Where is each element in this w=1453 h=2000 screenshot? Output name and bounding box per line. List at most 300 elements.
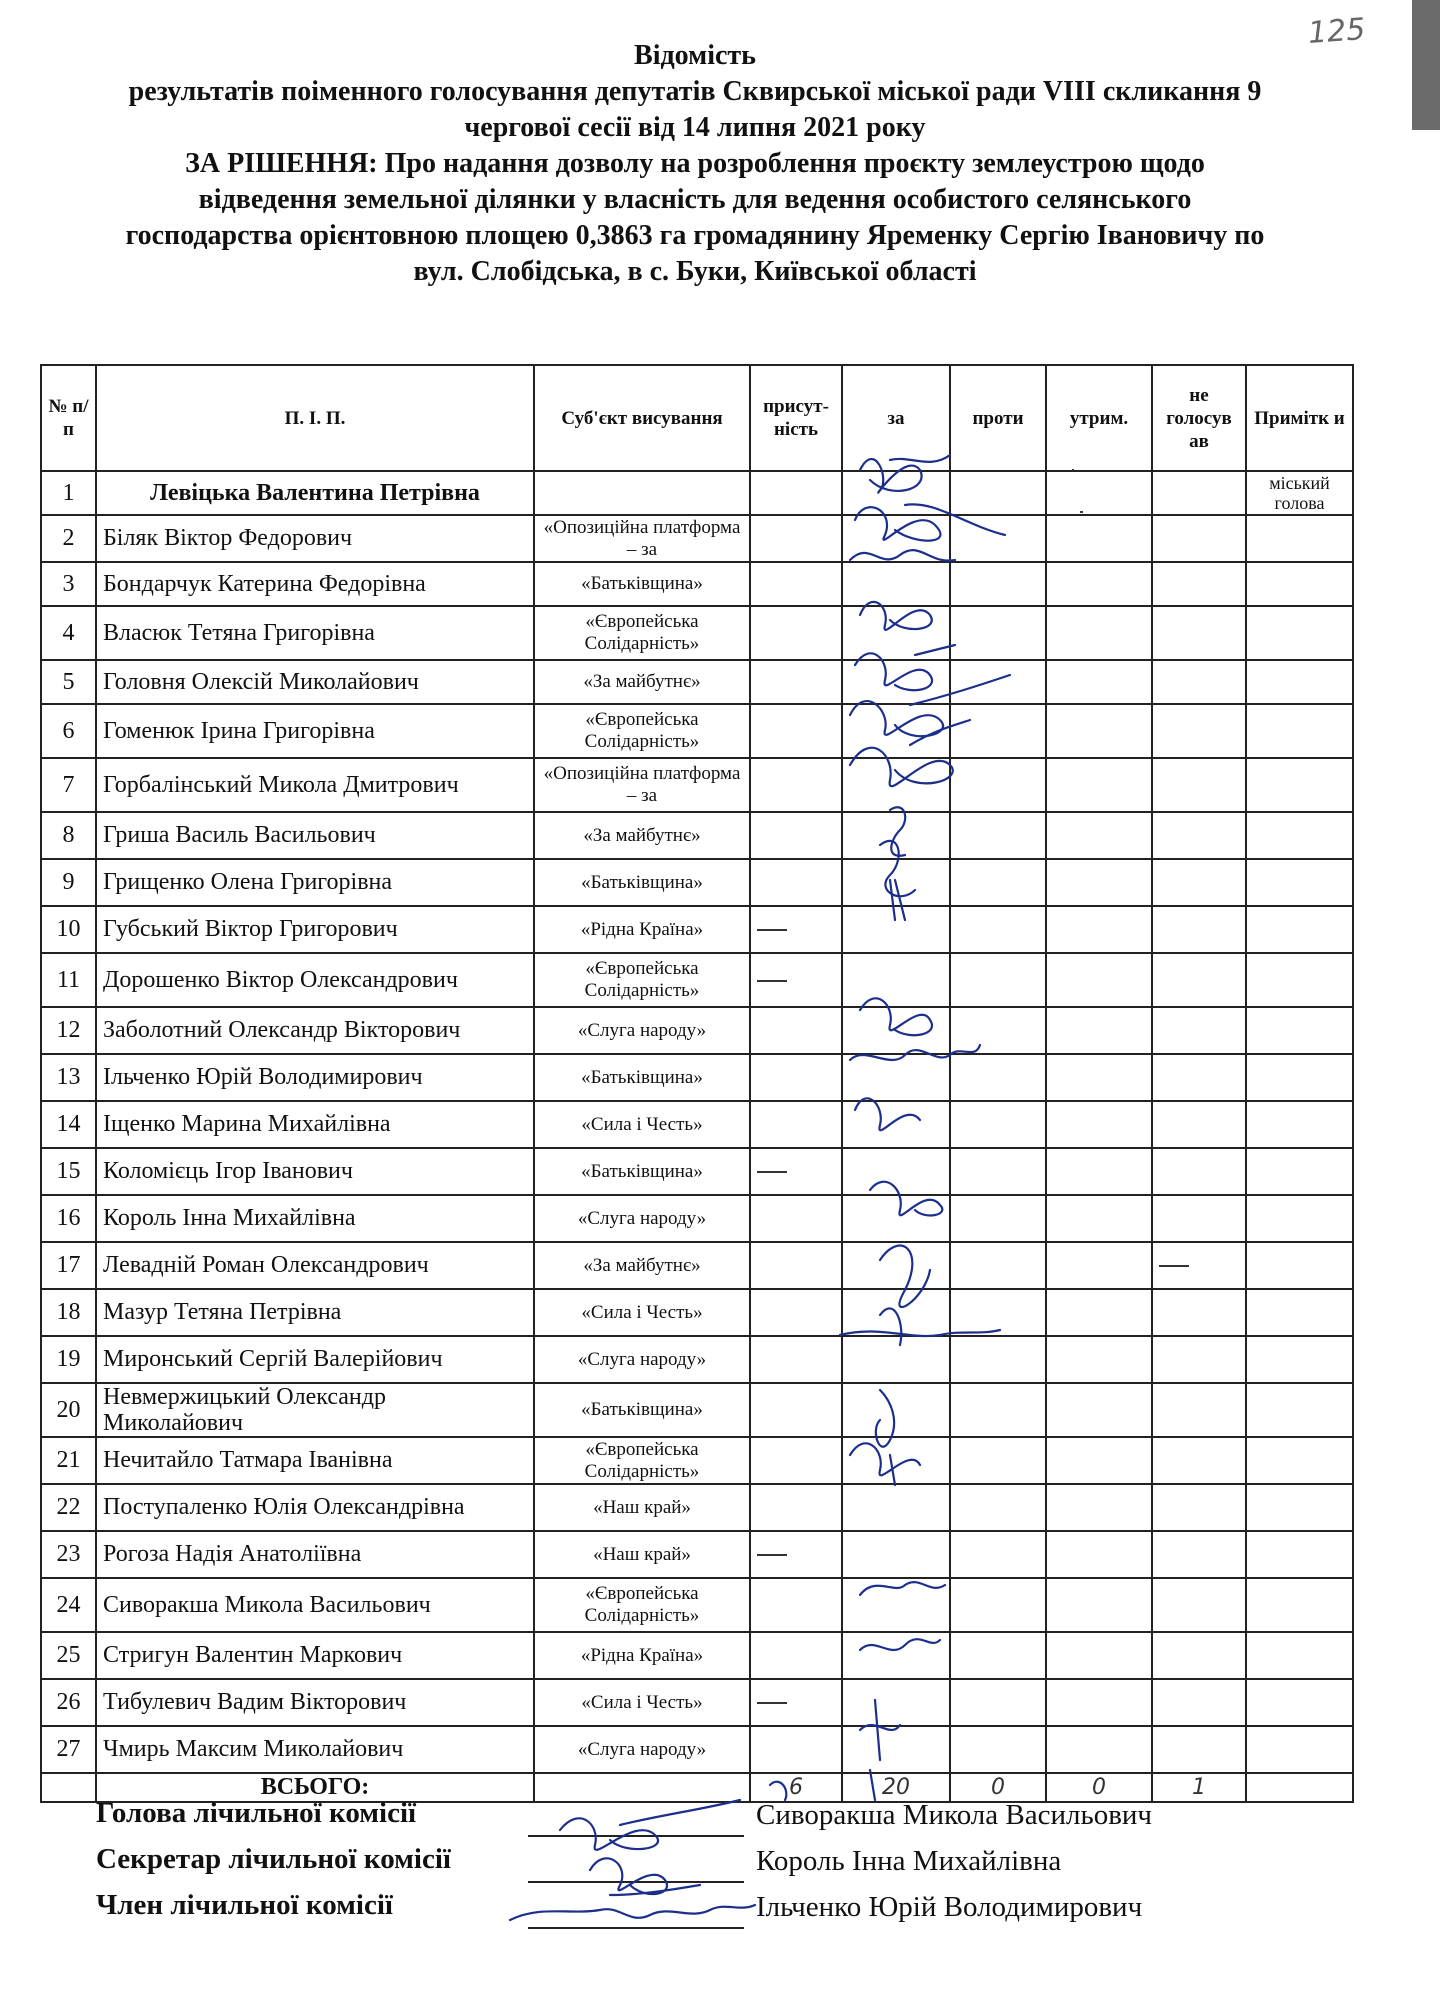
column-header-for: за — [842, 365, 950, 471]
table-row — [41, 859, 1353, 906]
row-number: 12 — [41, 1007, 96, 1054]
scan-edge — [1412, 0, 1440, 130]
abstain-cell — [1046, 953, 1152, 1007]
note-cell — [1246, 704, 1353, 758]
deputy-name: Рогоза Надія Анатоліївна — [96, 1531, 534, 1578]
for-cell — [842, 906, 950, 953]
against-cell — [950, 704, 1046, 758]
row-number: 27 — [41, 1726, 96, 1773]
abstain-cell — [1046, 812, 1152, 859]
for-cell — [842, 1679, 950, 1726]
not-voted-cell — [1152, 1007, 1246, 1054]
not-voted-cell — [1152, 1531, 1246, 1578]
presence-cell — [750, 606, 842, 660]
deputy-name: Поступаленко Юлія Олександрівна — [96, 1484, 534, 1531]
party-name: «Батьківщина» — [534, 1383, 750, 1437]
deputy-name: Біляк Віктор Федорович — [96, 515, 534, 562]
decision-line: відведення земельної ділянки у власність для ведення особистого селянського — [198, 184, 1192, 215]
table-row — [41, 562, 1353, 606]
abstain-cell — [1046, 1242, 1152, 1289]
column-header-against: проти — [950, 365, 1046, 471]
commission-secretary-role: Секретар лічильної комісії — [96, 1843, 451, 1875]
not-voted-cell — [1152, 1289, 1246, 1336]
deputy-name: Головня Олексій Миколайович — [96, 660, 534, 704]
dash-mark — [757, 980, 787, 982]
note-cell — [1246, 812, 1353, 859]
deputy-name: Стригун Валентин Маркович — [96, 1632, 534, 1679]
deputy-name: Чмирь Максим Миколайович — [96, 1726, 534, 1773]
table-row — [41, 953, 1353, 1007]
note-cell — [1246, 515, 1353, 562]
deputy-name: Іщенко Марина Михайлівна — [96, 1101, 534, 1148]
row-number: 3 — [41, 562, 96, 606]
deputy-name: Тибулевич Вадим Вікторович — [96, 1679, 534, 1726]
deputy-name: Заболотний Олександр Вікторович — [96, 1007, 534, 1054]
table-row — [41, 1054, 1353, 1101]
abstain-cell — [1046, 562, 1152, 606]
table-row — [41, 606, 1353, 660]
table-row — [41, 515, 1353, 562]
dash-mark — [757, 1702, 787, 1704]
for-cell — [842, 1007, 950, 1054]
for-cell — [842, 1632, 950, 1679]
abstain-cell — [1046, 859, 1152, 906]
table-row — [41, 1195, 1353, 1242]
row-number: 1 — [41, 471, 96, 515]
abstain-cell — [1046, 515, 1152, 562]
note-cell — [1246, 1007, 1353, 1054]
presence-cell — [750, 953, 842, 1007]
signature-row-head — [96, 1797, 1296, 1843]
note-cell — [1246, 1054, 1353, 1101]
not-voted-cell — [1152, 1383, 1246, 1437]
deputy-name: Левіцька Валентина Петрівна — [96, 471, 534, 515]
signature-line — [528, 1881, 744, 1883]
not-voted-cell — [1152, 1101, 1246, 1148]
for-cell — [842, 606, 950, 660]
note-cell: міський голова — [1246, 471, 1353, 515]
dash-mark — [757, 1171, 787, 1173]
presence-cell — [750, 1383, 842, 1437]
against-cell — [950, 1726, 1046, 1773]
party-name: «Батьківщина» — [534, 1054, 750, 1101]
against-cell — [950, 562, 1046, 606]
party-name: «Опозиційна платформа – за — [534, 758, 750, 812]
table-row — [41, 1531, 1353, 1578]
row-number: 10 — [41, 906, 96, 953]
document-subtitle-line: результатів поіменного голосування депутатів Сквирської міської ради VIII скликання 9 — [128, 76, 1262, 107]
table-row — [41, 1632, 1353, 1679]
presence-cell — [750, 1726, 842, 1773]
abstain-cell — [1046, 906, 1152, 953]
presence-cell — [750, 1484, 842, 1531]
abstain-cell — [1046, 758, 1152, 812]
table-row — [41, 1336, 1353, 1383]
party-name: «Європейська Солідарність» — [534, 953, 750, 1007]
for-cell — [842, 1531, 950, 1578]
for-cell — [842, 515, 950, 562]
presence-cell — [750, 1531, 842, 1578]
abstain-cell — [1046, 1679, 1152, 1726]
deputy-name: Горбалінський Микола Дмитрович — [96, 758, 534, 812]
party-name: «Опозиційна платформа – за — [534, 515, 750, 562]
total-for: 20 — [882, 1775, 910, 1800]
against-cell — [950, 515, 1046, 562]
deputy-name: Губський Віктор Григорович — [96, 906, 534, 953]
presence-cell — [750, 1437, 842, 1484]
signature-line — [528, 1927, 744, 1929]
presence-cell — [750, 660, 842, 704]
document-subtitle-line: чергової сесії від 14 липня 2021 року — [464, 112, 926, 143]
against-cell — [950, 1437, 1046, 1484]
abstain-cell — [1046, 1289, 1152, 1336]
table-row — [41, 1289, 1353, 1336]
abstain-cell — [1046, 1148, 1152, 1195]
signature-row-secretary — [96, 1843, 1296, 1889]
note-cell — [1246, 1242, 1353, 1289]
deputy-name: Ільченко Юрій Володимирович — [96, 1054, 534, 1101]
note-cell — [1246, 1578, 1353, 1632]
abstain-cell — [1046, 1101, 1152, 1148]
row-number: 18 — [41, 1289, 96, 1336]
against-cell — [950, 1242, 1046, 1289]
total-abstain: 0 — [1092, 1775, 1106, 1800]
commission-member-role: Член лічильної комісії — [96, 1889, 393, 1921]
note-cell — [1246, 1289, 1353, 1336]
signature-row-member — [96, 1889, 1296, 1935]
against-cell — [950, 1578, 1046, 1632]
party-name: «Європейська Солідарність» — [534, 1437, 750, 1484]
not-voted-cell — [1152, 953, 1246, 1007]
row-number: 6 — [41, 704, 96, 758]
party-name — [534, 471, 750, 515]
party-name: «Слуга народу» — [534, 1336, 750, 1383]
presence-cell — [750, 562, 842, 606]
note-cell — [1246, 906, 1353, 953]
table-row — [41, 1437, 1353, 1484]
note-cell — [1246, 1383, 1353, 1437]
note-cell — [1246, 1726, 1353, 1773]
for-cell — [842, 1195, 950, 1242]
for-cell — [842, 1289, 950, 1336]
table-row — [41, 906, 1353, 953]
decision-line: вул. Слобідська, в с. Буки, Київської області — [413, 256, 977, 287]
deputy-name: Дорошенко Віктор Олександрович — [96, 953, 534, 1007]
row-number: 22 — [41, 1484, 96, 1531]
party-name: «Сила і Честь» — [534, 1101, 750, 1148]
row-number: 8 — [41, 812, 96, 859]
deputy-name: Невмержицький Олександр Миколайович — [96, 1383, 534, 1437]
column-header-fio: П. І. П. — [96, 365, 534, 471]
row-number: 9 — [41, 859, 96, 906]
note-cell — [1246, 660, 1353, 704]
for-cell — [842, 1484, 950, 1531]
deputy-name: Король Інна Михайлівна — [96, 1195, 534, 1242]
table-row — [41, 1101, 1353, 1148]
note-cell — [1246, 758, 1353, 812]
for-cell — [842, 812, 950, 859]
for-cell — [842, 1336, 950, 1383]
note-cell — [1246, 1632, 1353, 1679]
total-against: 0 — [991, 1775, 1005, 1800]
table-row — [41, 1148, 1353, 1195]
for-cell — [842, 953, 950, 1007]
note-cell — [1246, 1679, 1353, 1726]
presence-cell — [750, 859, 842, 906]
against-cell — [950, 906, 1046, 953]
abstain-cell — [1046, 1726, 1152, 1773]
note-cell — [1246, 859, 1353, 906]
party-name: «Слуга народу» — [534, 1195, 750, 1242]
not-voted-cell — [1152, 1336, 1246, 1383]
total-label: ВСЬОГО: — [96, 1773, 534, 1802]
for-cell — [842, 758, 950, 812]
presence-cell — [750, 1148, 842, 1195]
deputy-name: Гоменюк Ірина Григорівна — [96, 704, 534, 758]
party-name: «За майбутнє» — [534, 660, 750, 704]
row-number: 4 — [41, 606, 96, 660]
table-row — [41, 704, 1353, 758]
abstain-cell — [1046, 704, 1152, 758]
table-row — [41, 471, 1353, 515]
table-row — [41, 812, 1353, 859]
deputy-name: Нечитайло Татмара Іванівна — [96, 1437, 534, 1484]
not-voted-cell — [1152, 859, 1246, 906]
presence-cell — [750, 906, 842, 953]
row-number: 20 — [41, 1383, 96, 1437]
against-cell — [950, 1195, 1046, 1242]
party-name: «Рідна Країна» — [534, 1632, 750, 1679]
row-number: 26 — [41, 1679, 96, 1726]
abstain-cell — [1046, 1578, 1152, 1632]
for-cell — [842, 1383, 950, 1437]
presence-cell — [750, 471, 842, 515]
column-header-note: Примітк и — [1246, 365, 1353, 471]
note-cell — [1246, 1148, 1353, 1195]
for-cell — [842, 1054, 950, 1101]
column-header-party: Суб'єкт висування — [534, 365, 750, 471]
note-cell — [1246, 1101, 1353, 1148]
party-name: «Слуга народу» — [534, 1007, 750, 1054]
row-number: 24 — [41, 1578, 96, 1632]
for-cell — [842, 1437, 950, 1484]
abstain-cell — [1046, 1437, 1152, 1484]
party-name: «Наш край» — [534, 1531, 750, 1578]
table-row — [41, 1007, 1353, 1054]
against-cell — [950, 1289, 1046, 1336]
note-cell — [1246, 1484, 1353, 1531]
table-row — [41, 1484, 1353, 1531]
row-number: 13 — [41, 1054, 96, 1101]
abstain-cell — [1046, 1632, 1152, 1679]
abstain-cell — [1046, 1383, 1152, 1437]
not-voted-cell — [1152, 562, 1246, 606]
for-cell — [842, 471, 950, 515]
deputy-name: Бондарчук Катерина Федорівна — [96, 562, 534, 606]
against-cell — [950, 1148, 1046, 1195]
not-voted-cell — [1152, 1578, 1246, 1632]
not-voted-cell — [1152, 660, 1246, 704]
not-voted-cell — [1152, 1242, 1246, 1289]
deputy-name: Мазур Тетяна Петрівна — [96, 1289, 534, 1336]
decision-line: ЗА РІШЕННЯ: Про надання дозволу на розроблення проєкту землеустрою щодо — [185, 148, 1205, 179]
note-cell — [1246, 953, 1353, 1007]
signature-line — [528, 1835, 744, 1837]
abstain-cell — [1046, 471, 1152, 515]
against-cell — [950, 812, 1046, 859]
party-name: «Наш край» — [534, 1484, 750, 1531]
abstain-cell — [1046, 660, 1152, 704]
column-header-not-voted: не голосув ав — [1152, 365, 1246, 471]
note-cell — [1246, 1195, 1353, 1242]
deputy-name: Левадній Роман Олександрович — [96, 1242, 534, 1289]
party-name: «Батьківщина» — [534, 1148, 750, 1195]
commission-member-name: Ільченко Юрій Володимирович — [756, 1891, 1143, 1923]
presence-cell — [750, 1289, 842, 1336]
for-cell — [842, 660, 950, 704]
abstain-cell — [1046, 1531, 1152, 1578]
row-number: 19 — [41, 1336, 96, 1383]
party-name: «Європейська Солідарність» — [534, 1578, 750, 1632]
commission-head-name: Сиворакша Микола Васильович — [756, 1799, 1153, 1831]
abstain-cell — [1046, 1054, 1152, 1101]
presence-cell — [750, 1195, 842, 1242]
party-name: «Батьківщина» — [534, 562, 750, 606]
not-voted-cell — [1152, 1726, 1246, 1773]
not-voted-cell — [1152, 1195, 1246, 1242]
note-cell — [1246, 562, 1353, 606]
abstain-cell — [1046, 606, 1152, 660]
against-cell — [950, 1336, 1046, 1383]
decision-line: господарства орієнтовною площею 0,3863 га громадянину Яременку Сергію Івановичу по — [125, 220, 1265, 251]
row-number: 14 — [41, 1101, 96, 1148]
against-cell — [950, 1679, 1046, 1726]
table-row — [41, 1242, 1353, 1289]
deputy-name: Гриша Василь Васильович — [96, 812, 534, 859]
against-cell — [950, 758, 1046, 812]
against-cell — [950, 1383, 1046, 1437]
party-name: «Батьківщина» — [534, 859, 750, 906]
abstain-cell — [1046, 1336, 1152, 1383]
party-name: «Європейська Солідарність» — [534, 606, 750, 660]
row-number: 25 — [41, 1632, 96, 1679]
dash-mark — [757, 1554, 787, 1556]
dash-mark — [757, 929, 787, 931]
table-row — [41, 1726, 1353, 1773]
not-voted-cell — [1152, 758, 1246, 812]
document-title: Відомість — [634, 40, 756, 71]
presence-cell — [750, 1578, 842, 1632]
presence-cell — [750, 515, 842, 562]
abstain-cell — [1046, 1007, 1152, 1054]
deputy-name: Коломієць Ігор Іванович — [96, 1148, 534, 1195]
deputy-name: Сиворакша Микола Васильович — [96, 1578, 534, 1632]
not-voted-cell — [1152, 515, 1246, 562]
against-cell — [950, 1007, 1046, 1054]
table-row — [41, 660, 1353, 704]
presence-cell — [750, 1679, 842, 1726]
party-name: «Європейська Солідарність» — [534, 704, 750, 758]
not-voted-cell — [1152, 1484, 1246, 1531]
for-cell — [842, 562, 950, 606]
note-cell — [1246, 1437, 1353, 1484]
against-cell — [950, 606, 1046, 660]
not-voted-cell — [1152, 906, 1246, 953]
for-cell — [842, 1578, 950, 1632]
against-cell — [950, 1101, 1046, 1148]
row-number: 17 — [41, 1242, 96, 1289]
not-voted-cell — [1152, 606, 1246, 660]
against-cell — [950, 859, 1046, 906]
commission-head-role: Голова лічильної комісії — [96, 1797, 417, 1829]
for-cell — [842, 704, 950, 758]
not-voted-cell — [1152, 1679, 1246, 1726]
presence-cell — [750, 1054, 842, 1101]
row-number: 5 — [41, 660, 96, 704]
row-number: 7 — [41, 758, 96, 812]
not-voted-cell — [1152, 471, 1246, 515]
party-name: «Сила і Честь» — [534, 1679, 750, 1726]
deputy-name: Миронський Сергій Валерійович — [96, 1336, 534, 1383]
against-cell — [950, 1632, 1046, 1679]
column-header-num: № п/п — [41, 365, 96, 471]
table-row — [41, 1679, 1353, 1726]
not-voted-cell — [1152, 704, 1246, 758]
row-number: 15 — [41, 1148, 96, 1195]
not-voted-cell — [1152, 1632, 1246, 1679]
row-number: 21 — [41, 1437, 96, 1484]
row-number: 23 — [41, 1531, 96, 1578]
deputy-name: Власюк Тетяна Григорівна — [96, 606, 534, 660]
presence-cell — [750, 758, 842, 812]
against-cell — [950, 953, 1046, 1007]
party-name: «Рідна Країна» — [534, 906, 750, 953]
abstain-cell — [1046, 1195, 1152, 1242]
page-number: 125 — [1306, 12, 1367, 51]
row-number: 11 — [41, 953, 96, 1007]
for-cell — [842, 1148, 950, 1195]
commission-secretary-name: Король Інна Михайлівна — [756, 1845, 1062, 1877]
document-header — [40, 38, 1350, 290]
total-not-voted: 1 — [1192, 1775, 1206, 1800]
against-cell — [950, 1484, 1046, 1531]
against-cell — [950, 660, 1046, 704]
row-number: 16 — [41, 1195, 96, 1242]
row-number: 2 — [41, 515, 96, 562]
voting-table — [40, 364, 1354, 1803]
for-cell — [842, 1101, 950, 1148]
for-cell — [842, 859, 950, 906]
against-cell — [950, 1531, 1046, 1578]
presence-cell — [750, 1336, 842, 1383]
note-cell — [1246, 606, 1353, 660]
note-cell — [1246, 1531, 1353, 1578]
party-name: «Слуга народу» — [534, 1726, 750, 1773]
presence-cell — [750, 1632, 842, 1679]
commission-signatures — [96, 1797, 1296, 1935]
deputy-name: Грищенко Олена Григорівна — [96, 859, 534, 906]
presence-cell — [750, 704, 842, 758]
abstain-cell — [1046, 1484, 1152, 1531]
against-cell — [950, 1054, 1046, 1101]
table-row — [41, 758, 1353, 812]
presence-cell — [750, 1007, 842, 1054]
table-row — [41, 1383, 1353, 1437]
not-voted-cell — [1152, 1437, 1246, 1484]
not-voted-cell — [1152, 1148, 1246, 1195]
column-header-presence: присут-ність — [750, 365, 842, 471]
not-voted-cell — [1152, 1054, 1246, 1101]
